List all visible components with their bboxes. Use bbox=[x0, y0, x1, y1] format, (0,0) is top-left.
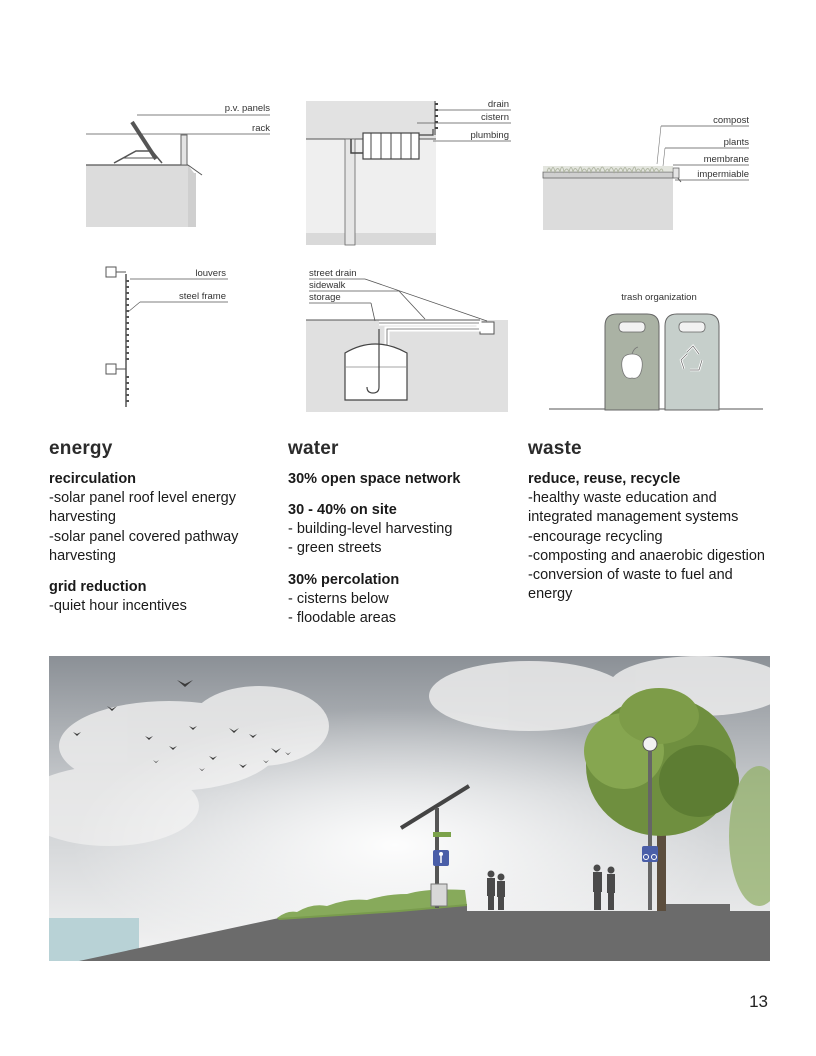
energy-heading: energy bbox=[49, 438, 113, 459]
waste-column bbox=[528, 438, 788, 605]
parapet-wall bbox=[181, 135, 187, 165]
label-steel-frame: steel frame bbox=[179, 291, 226, 302]
label-drain: drain bbox=[487, 99, 509, 110]
membrane-layer bbox=[543, 172, 673, 178]
roof-structure bbox=[86, 165, 188, 227]
street-drain-storage-diagram bbox=[305, 265, 510, 415]
text-line: -solar panel roof level energy bbox=[49, 490, 236, 506]
text-line: integrated management systems bbox=[528, 509, 739, 526]
label-cistern: cistern bbox=[481, 112, 509, 123]
label-impermiable: impermiable bbox=[697, 169, 749, 180]
roof-block bbox=[543, 178, 673, 230]
label-pv-panels: p.v. panels bbox=[224, 103, 270, 114]
text-line: - building-level harvesting bbox=[288, 521, 453, 537]
on-site-title: 30 - 40% on site bbox=[288, 502, 397, 518]
label-sidewalk: sidewalk bbox=[309, 280, 346, 291]
apple-icon bbox=[622, 354, 643, 378]
percolation-title: 30% percolation bbox=[288, 571, 400, 588]
text-line: -quiet hour incentives bbox=[49, 598, 187, 615]
bicycle-sign-icon bbox=[642, 846, 658, 862]
label-street-drain: street drain bbox=[309, 268, 357, 279]
open-space-title: 30% open space network bbox=[288, 471, 461, 487]
green-roof-diagram bbox=[541, 108, 761, 233]
solar-panel-roof-diagram bbox=[84, 95, 284, 235]
louvers-diagram bbox=[100, 262, 235, 412]
text-line: -conversion of waste to fuel and bbox=[528, 567, 733, 584]
storage-tank bbox=[345, 344, 407, 400]
text-line: - green streets bbox=[288, 540, 382, 557]
label-membrane: membrane bbox=[703, 154, 749, 165]
street-drain-inlet bbox=[480, 322, 494, 334]
label-compost: compost bbox=[713, 115, 749, 126]
text-line: harvesting bbox=[49, 509, 116, 526]
water-heading: water bbox=[288, 438, 339, 459]
column bbox=[345, 139, 355, 245]
text-line: -healthy waste education and bbox=[528, 490, 717, 506]
text-line: -solar panel covered pathway bbox=[49, 528, 239, 545]
label-plants: plants bbox=[723, 137, 749, 148]
text-line: -composting and anaerobic digestion bbox=[528, 547, 765, 564]
label-plumbing: plumbing bbox=[470, 130, 509, 141]
label-trash-organization: trash organization bbox=[621, 292, 697, 303]
text-line: - floodable areas bbox=[288, 609, 397, 626]
water-column bbox=[288, 438, 538, 628]
recirculation-title: recirculation bbox=[49, 471, 137, 487]
grid-reduction-title: grid reduction bbox=[49, 579, 147, 596]
label-louvers: louvers bbox=[195, 268, 226, 279]
parapet-edge bbox=[188, 165, 196, 227]
page-number: 13 bbox=[749, 992, 768, 1011]
reduce-reuse-recycle-title: reduce, reuse, recycle bbox=[528, 471, 681, 487]
label-storage: storage bbox=[309, 292, 341, 303]
pv-panel bbox=[132, 122, 156, 159]
waste-heading: waste bbox=[528, 438, 582, 459]
trash-organization-diagram bbox=[547, 290, 767, 415]
text-line: harvesting bbox=[49, 547, 116, 564]
text-line: energy bbox=[528, 586, 573, 603]
text-line: - cisterns below bbox=[288, 590, 389, 607]
cistern-diagram bbox=[305, 95, 515, 250]
site-section-rendering bbox=[49, 656, 770, 961]
louver-slats bbox=[126, 280, 129, 402]
energy-column bbox=[49, 438, 299, 616]
text-line: -encourage recycling bbox=[528, 528, 663, 545]
label-rack: rack bbox=[252, 123, 270, 134]
